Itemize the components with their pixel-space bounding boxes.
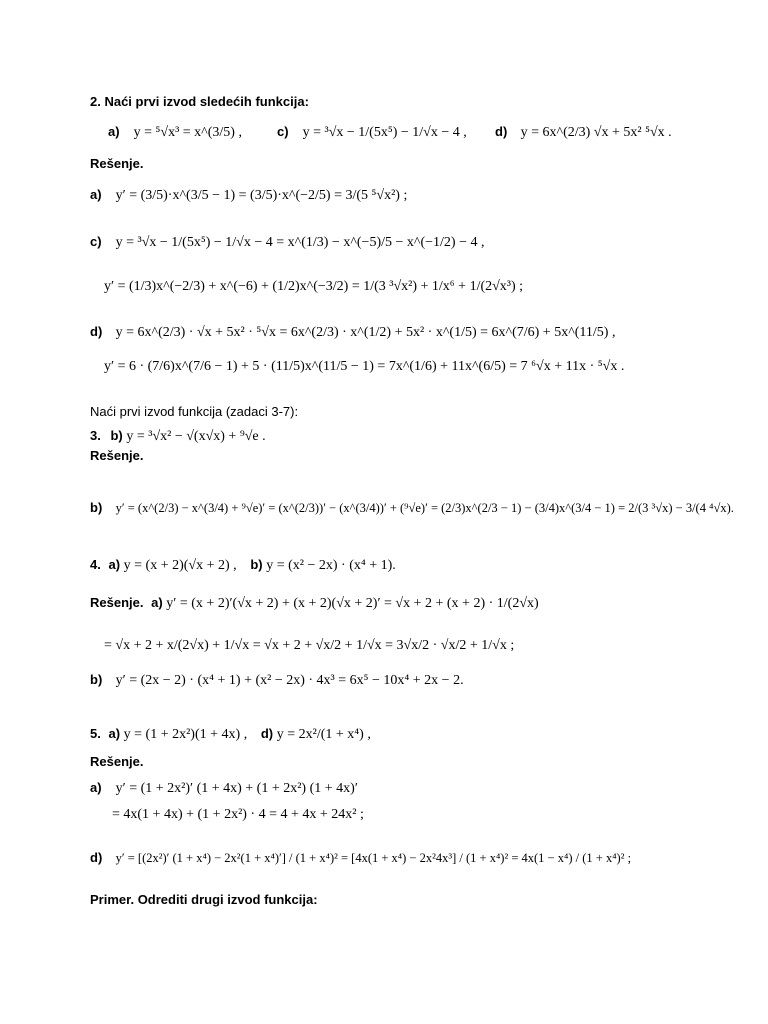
formula: y′ = (1 + 2x²)′ (1 + 4x) + (1 + 2x²) (1 + 4x)′ [115,781,358,796]
solution-label: b) [90,672,103,687]
task2-solution-d-line1 [90,324,615,341]
solution-label: b) [90,500,103,515]
item-label: d) [260,726,274,741]
item-label: a) [108,726,121,741]
task2-solution-a [90,187,407,204]
task5-solution-d [90,850,631,866]
formula: y = (x + 2)(√x + 2) , [123,558,237,573]
solution-label: a) [90,187,102,202]
formula: y′ = (3/5)·x^(3/5 − 1) = (3/5)·x^(−2/5) = 3/(5 ⁵√x²) ; [115,188,408,203]
task2-solution-d-line2 [104,358,624,375]
item-label: b) [250,557,263,572]
task3-solution-b [90,500,734,516]
primer-heading: Primer. Odrediti drugi izvod funkcija: [90,892,318,907]
task4-solution-a-line2 [104,637,514,654]
formula: y′ = [(2x²)′ (1 + x⁴) − 2x²(1 + x⁴)′] / (1 + x⁴)² = [4x(1 + x⁴) − 2x²4x³] / (1 + x⁴)² = 4x(1 − x⁴) / (1 + x⁴)² ; [115,851,632,865]
formula: y = 6x^(2/3) √x + 5x² ⁵√x . [520,125,672,140]
solution-label: a) [151,595,163,610]
formula: y = ³√x² − √(x√x) + ⁹√e . [126,429,266,444]
formula: y = ⁵√x³ = x^(3/5) , [133,125,242,140]
task2-solution-c-line2 [104,278,523,295]
formula: y′ = (x + 2)′(√x + 2) + (x + 2)(√x + 2)′ = √x + 2 + (x + 2) · 1/(2√x) [166,596,539,611]
solution-label: a) [90,780,102,795]
task3-solution-heading: Rešenje. [90,448,144,463]
solution-heading: Rešenje. [90,595,144,610]
formula: y′ = (x^(2/3) − x^(3/4) + ⁹√e)′ = (x^(2/3))′ − (x^(3/4))′ + (⁹√e)′ = (2/3)x^(2/3 − 1) − (3/4)x^(3/4 − 1) = 2/(3 ³√x) − 3/(4 ⁴√x). [115,501,734,515]
formula: y = (1 + 2x²)(1 + 4x) , [123,727,248,742]
formula: = 4x(1 + 4x) + (1 + 2x²) · 4 = 4 + 4x + 24x² ; [112,807,364,822]
solution-label: d) [90,324,103,339]
task5-solution-a-line1 [90,780,358,797]
task-number: 3. [90,428,101,443]
formula: y′ = 6 · (7/6)x^(7/6 − 1) + 5 · (11/5)x^(11/5 − 1) = 7x^(1/6) + 11x^(6/5) = 7 ⁶√x + 11x · ⁵√x . [104,359,625,374]
item-label: b) [110,428,123,443]
task5-solution-a-line2 [112,806,364,823]
formula: y = 2x²/(1 + x⁴) , [276,727,371,742]
item-label: a) [108,557,121,572]
solution-label: c) [90,234,102,249]
task4-statement [90,557,396,574]
formula: y = ³√x − 1/(5x⁵) − 1/√x − 4 = x^(1/3) − x^(−5)/5 − x^(−1/2) − 4 , [115,235,485,250]
task2-item-c [277,124,467,141]
task3-intro: Naći prvi izvod funkcija (zadaci 3-7): [90,404,299,419]
task-number: 4. [90,557,101,572]
item-label: c) [277,124,289,139]
formula: y = ³√x − 1/(5x⁵) − 1/√x − 4 , [302,125,467,140]
item-label: a) [108,124,120,139]
formula: y′ = (2x − 2) · (x⁴ + 1) + (x² − 2x) · 4x³ = 6x⁵ − 10x⁴ + 2x − 2. [115,673,464,688]
formula: = √x + 2 + x/(2√x) + 1/√x = √x + 2 + √x/2 + 1/√x = 3√x/2 · √x/2 + 1/√x ; [104,638,515,653]
task4-solution-b [90,672,464,689]
task5-statement [90,726,371,743]
task2-item-a [108,124,242,141]
task3-statement [90,428,266,445]
task2-item-d [495,124,672,141]
task4-solution-a-line1 [90,595,539,612]
task-number: 5. [90,726,101,741]
formula: y′ = (1/3)x^(−2/3) + x^(−6) + (1/2)x^(−3/2) = 1/(3 ³√x²) + 1/x⁶ + 1/(2√x³) ; [104,279,524,294]
formula: y = (x² − 2x) · (x⁴ + 1). [266,558,396,573]
formula: y = 6x^(2/3) · √x + 5x² · ⁵√x = 6x^(2/3) · x^(1/2) + 5x² · x^(1/5) = 6x^(7/6) + 5x^(11/5) , [115,325,616,340]
item-label: d) [495,124,508,139]
task2-heading: 2. Naći prvi izvod sledećih funkcija: [90,94,309,109]
task2-solution-c-line1 [90,234,484,251]
task5-solution-heading: Rešenje. [90,754,144,769]
solution-label: d) [90,850,103,865]
task2-solution-heading: Rešenje. [90,156,144,171]
